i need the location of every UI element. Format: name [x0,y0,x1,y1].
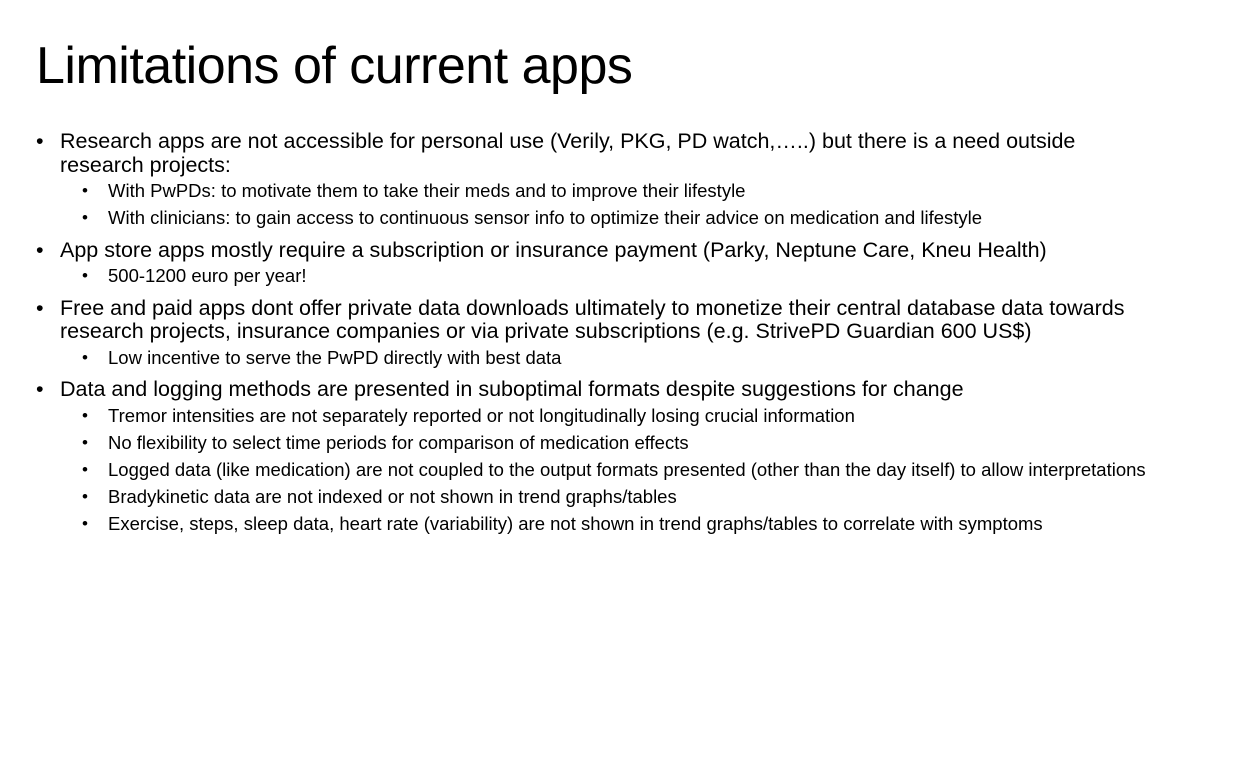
sub-bullet-text: No flexibility to select time periods for comparison of medication effects [108,431,689,453]
sub-bullet-price [60,266,1146,287]
sub-bullet-exercise [60,514,1146,535]
sub-bullet-list [60,406,1146,535]
sub-bullet-text: With PwPDs: to motivate them to take their meds and to improve their lifestyle [108,180,746,201]
sub-bullet-pwpds [60,181,1146,202]
bullet-marker: • [36,237,44,262]
sub-bullet-marker: • [82,432,88,452]
sub-bullet-incentive [60,348,1146,369]
slide-title: Limitations of current apps [36,37,633,95]
sub-bullet-logged-data [60,460,1146,481]
sub-bullet-marker: • [82,347,88,367]
sub-bullet-flexibility [60,433,1146,454]
bullet-data-formats [36,378,1146,534]
sub-bullet-clinicians [60,208,1146,229]
sub-bullet-marker: • [82,181,88,200]
sub-bullet-text: Low incentive to serve the PwPD directly with best data [108,346,562,368]
sub-bullet-tremor [60,406,1146,427]
sub-bullet-text: Logged data (like medication) are not coupled to the output formats presented (other than the day itself) to allow interpretations [108,458,1146,480]
bullet-text: Data and logging methods are presented in suboptimal formats despite suggestions for change [60,377,964,401]
bullet-text: Free and paid apps dont offer private data downloads ultimately to monetize their central database data towards research projects, insurance companies or via private subscriptions (e.g. StrivePD Guardian 600 US$) [60,295,1125,343]
sub-bullet-marker: • [82,208,88,227]
sub-bullet-marker: • [82,266,88,285]
sub-bullet-list [60,348,1146,369]
sub-bullet-text: Exercise, steps, sleep data, heart rate (variability) are not shown in trend graphs/tables to correlate with symptoms [108,512,1043,534]
bullet-app-store [36,239,1146,287]
sub-bullet-marker: • [82,405,88,425]
sub-bullet-marker: • [82,486,88,506]
bullet-text: App store apps mostly require a subscription or insurance payment (Parky, Neptune Care, Kneu Health) [60,237,1047,262]
bullet-data-downloads [36,297,1146,369]
sub-bullet-text: Bradykinetic data are not indexed or not shown in trend graphs/tables [108,485,677,507]
sub-bullet-marker: • [82,459,88,479]
sub-bullet-text: Tremor intensities are not separately reported or not longitudinally losing crucial information [108,404,855,426]
sub-bullet-bradykinetic [60,487,1146,508]
sub-bullet-text: With clinicians: to gain access to continuous sensor info to optimize their advice on medication and lifestyle [108,207,983,228]
sub-bullet-list [60,266,1146,287]
bullet-research-apps [36,130,1146,229]
bullet-marker: • [36,377,44,401]
bullet-list [36,130,1146,544]
sub-bullet-marker: • [82,513,88,533]
bullet-marker: • [36,295,44,320]
bullet-text: Research apps are not accessible for personal use (Verily, PKG, PD watch,…..) but there is a need outside research projects: [60,129,1076,177]
bullet-marker: • [36,129,44,153]
sub-bullet-list [60,181,1146,229]
sub-bullet-text: 500-1200 euro per year! [108,265,307,286]
